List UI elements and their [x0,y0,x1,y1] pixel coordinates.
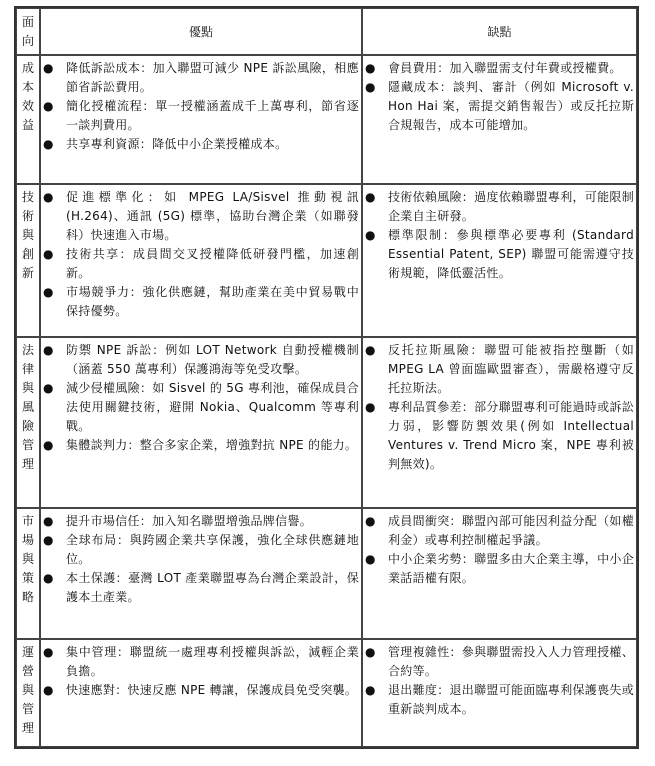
cons-cell [362,184,637,337]
list-item: ● 集體談判力：整合多家企業，增強對抗 NPE 的能力。 [41,436,359,455]
list-item: ● 成員間衝突：聯盟內部可能因利益分配（如權利金）或專利控制權起爭議。 [363,512,634,550]
list-item: ● 會員費用：加入聯盟需支付年費或授權費。 [363,59,634,78]
table-row-cost [16,55,637,184]
table-header-row [16,8,637,55]
pros-cons-table [14,6,639,749]
pros-cell [40,337,362,508]
list-item: ● 專利品質參差：部分聯盟專利可能過時或訴訟力弱，影響防禦效果(例如 Intellectual Ventures v. Trend Micro 案，NPE 專利被判無效)。 [363,398,634,474]
list-item: ● 防禦 NPE 訴訟：例如 LOT Network 自動授權機制（涵蓋 550 萬專利）保護鴻海等免受攻擊。 [41,341,359,379]
list-item: ● 反托拉斯風險：聯盟可能被指控壟斷（如 MPEG LA 曾面臨歐盟審查），需嚴格遵守反托拉斯法。 [363,341,634,398]
facet-cell: 技術與創新 [16,184,40,337]
list-item: ● 本土保護：臺灣 LOT 產業聯盟專為台灣企業設計，保護本土產業。 [41,569,359,607]
list-item: ● 降低訴訟成本：加入聯盟可減少 NPE 訴訟風險，相應節省訴訟費用。 [41,59,359,97]
facet-cell: 市場與策略 [16,508,40,639]
pros-cell [40,184,362,337]
list-item: ● 簡化授權流程：單一授權涵蓋成千上萬專利，節省逐一談判費用。 [41,97,359,135]
list-item: ● 促進標準化：如 MPEG LA/Sisvel 推動視訊 (H.264)、通訊 (5G) 標準，協助台灣企業（如聯發科）快速進入市場。 [41,188,359,245]
list-item: ● 提升市場信任：加入知名聯盟增強品牌信譽。 [41,512,359,531]
table-row-tech [16,184,637,337]
pros-cell [40,639,362,747]
list-item: ● 管理複雜性：參與聯盟需投入人力管理授權、合約等。 [363,643,634,681]
pros-cell [40,55,362,184]
list-item: ● 退出難度：退出聯盟可能面臨專利保護喪失或重新談判成本。 [363,681,634,719]
facet-cell: 運營與管理 [16,639,40,747]
list-item: ● 快速應對：快速反應 NPE 轉讓，保護成員免受突襲。 [41,681,359,700]
header-cons: 缺點 [362,8,637,55]
header-facet: 面向 [16,8,40,55]
list-item: ● 市場競爭力：強化供應鏈，幫助產業在美中貿易戰中保持優勢。 [41,283,359,321]
list-item: ● 技術依賴風險：過度依賴聯盟專利，可能限制企業自主研發。 [363,188,634,226]
cons-cell [362,55,637,184]
facet-cell: 法律與風險管理 [16,337,40,508]
list-item: ● 共享專利資源：降低中小企業授權成本。 [41,135,359,154]
table-row-market [16,508,637,639]
cons-cell [362,639,637,747]
cons-cell [362,337,637,508]
list-item: ● 技術共享：成員間交叉授權降低研發門檻，加速創新。 [41,245,359,283]
table-row-operations [16,639,637,747]
pros-cell [40,508,362,639]
header-pros: 優點 [40,8,362,55]
cons-cell [362,508,637,639]
list-item: ● 減少侵權風險：如 Sisvel 的 5G 專利池，確保成員合法使用關鍵技術，避開 Nokia、Qualcomm 等專利戰。 [41,379,359,436]
comparison-table-container [14,6,639,749]
table-row-legal [16,337,637,508]
list-item: ● 隱藏成本：談判、審計（例如 Microsoft v. Hon Hai 案，需提交銷售報告）或反托拉斯合規報告，成本可能增加。 [363,78,634,135]
list-item: ● 集中管理：聯盟統一處理專利授權與訴訟，減輕企業負擔。 [41,643,359,681]
list-item: ● 全球布局：與跨國企業共享保護，強化全球供應鏈地位。 [41,531,359,569]
facet-cell: 成本效益 [16,55,40,184]
list-item: ● 標準限制：參與標準必要專利 (Standard Essential Patent, SEP) 聯盟可能需遵守技術規範，降低靈活性。 [363,226,634,283]
list-item: ● 中小企業劣勢：聯盟多由大企業主導，中小企業話語權有限。 [363,550,634,588]
